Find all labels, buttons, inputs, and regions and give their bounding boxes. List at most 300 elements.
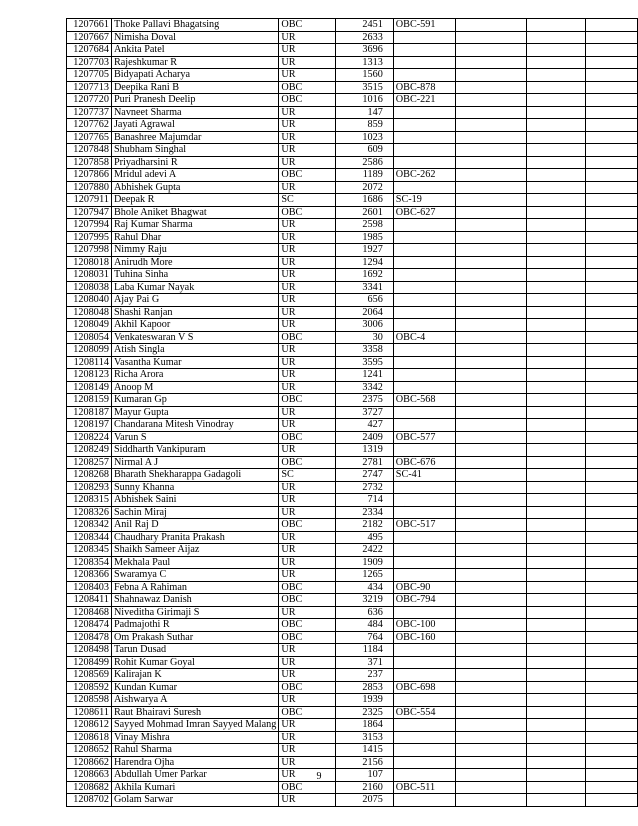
category-rank-cell: [393, 294, 455, 307]
category-cell: UR: [279, 256, 336, 269]
roll-number-cell: 1208099: [67, 344, 112, 357]
empty-cell: [455, 306, 526, 319]
category-cell: UR: [279, 769, 336, 782]
category-rank-cell: [393, 119, 455, 132]
roll-number-cell: 1207713: [67, 81, 112, 94]
candidate-name-cell: Shashi Ranjan: [111, 306, 278, 319]
category-cell: UR: [279, 669, 336, 682]
category-rank-cell: [393, 606, 455, 619]
table-row: [67, 169, 638, 182]
empty-cell: [455, 444, 526, 457]
empty-cell: [526, 694, 585, 707]
candidate-name-cell: Ajay Pai G: [111, 294, 278, 307]
table-row: [67, 194, 638, 207]
empty-cell: [455, 744, 526, 757]
table-row: [67, 794, 638, 807]
empty-cell: [526, 544, 585, 557]
empty-cell: [455, 106, 526, 119]
category-rank-cell: [393, 256, 455, 269]
category-rank-cell: [393, 69, 455, 82]
empty-cell: [526, 31, 585, 44]
empty-cell: [455, 456, 526, 469]
empty-cell: [455, 181, 526, 194]
roll-number-cell: 1207998: [67, 244, 112, 257]
category-cell: UR: [279, 569, 336, 582]
empty-cell: [526, 556, 585, 569]
table-row: [67, 306, 638, 319]
category-cell: OBC: [279, 94, 336, 107]
rank-cell: 1985: [336, 231, 394, 244]
table-row: [67, 144, 638, 157]
empty-cell: [586, 794, 638, 807]
empty-cell: [526, 444, 585, 457]
roll-number-cell: 1208611: [67, 706, 112, 719]
category-cell: UR: [279, 369, 336, 382]
roll-number-cell: 1208499: [67, 656, 112, 669]
empty-cell: [586, 744, 638, 757]
category-cell: UR: [279, 406, 336, 419]
rank-cell: 1313: [336, 56, 394, 69]
empty-cell: [526, 106, 585, 119]
rank-cell: 2781: [336, 456, 394, 469]
candidate-name-cell: Akhila Kumari: [111, 781, 278, 794]
empty-cell: [455, 594, 526, 607]
empty-cell: [455, 69, 526, 82]
empty-cell: [455, 256, 526, 269]
roll-number-cell: 1207762: [67, 119, 112, 132]
category-rank-cell: [393, 106, 455, 119]
roll-number-cell: 1208403: [67, 581, 112, 594]
empty-cell: [586, 169, 638, 182]
rank-cell: 1319: [336, 444, 394, 457]
rank-cell: 147: [336, 106, 394, 119]
roll-number-cell: 1207765: [67, 131, 112, 144]
empty-cell: [526, 456, 585, 469]
rank-cell: 3219: [336, 594, 394, 607]
category-rank-cell: OBC-90: [393, 581, 455, 594]
category-cell: OBC: [279, 394, 336, 407]
category-rank-cell: OBC-698: [393, 681, 455, 694]
empty-cell: [455, 644, 526, 657]
category-rank-cell: OBC-554: [393, 706, 455, 719]
candidate-name-cell: Abdullah Umer Parkar: [111, 769, 278, 782]
candidate-name-cell: Chandarana Mitesh Vinodray: [111, 419, 278, 432]
empty-cell: [526, 144, 585, 157]
empty-cell: [526, 656, 585, 669]
roll-number-cell: 1207667: [67, 31, 112, 44]
empty-cell: [586, 356, 638, 369]
empty-cell: [586, 231, 638, 244]
roll-number-cell: 1208159: [67, 394, 112, 407]
category-cell: UR: [279, 244, 336, 257]
category-cell: UR: [279, 656, 336, 669]
category-rank-cell: [393, 644, 455, 657]
empty-cell: [455, 794, 526, 807]
category-rank-cell: [393, 669, 455, 682]
empty-cell: [455, 544, 526, 557]
empty-cell: [526, 369, 585, 382]
table-row: [67, 94, 638, 107]
candidate-name-cell: Abhishek Saini: [111, 494, 278, 507]
empty-cell: [586, 569, 638, 582]
table-row: [67, 581, 638, 594]
category-rank-cell: SC-41: [393, 469, 455, 482]
rank-cell: 30: [336, 331, 394, 344]
candidate-name-cell: Sunny Khanna: [111, 481, 278, 494]
empty-cell: [526, 569, 585, 582]
empty-cell: [455, 19, 526, 32]
rank-cell: 1265: [336, 569, 394, 582]
rank-cell: 3342: [336, 381, 394, 394]
empty-cell: [586, 506, 638, 519]
table-row: [67, 381, 638, 394]
candidate-name-cell: Priyadharsini R: [111, 156, 278, 169]
empty-cell: [586, 94, 638, 107]
candidate-name-cell: Tarun Dusad: [111, 644, 278, 657]
roll-number-cell: 1208268: [67, 469, 112, 482]
table-row: [67, 219, 638, 232]
roll-number-cell: 1208197: [67, 419, 112, 432]
empty-cell: [455, 206, 526, 219]
category-cell: UR: [279, 106, 336, 119]
roll-number-cell: 1208326: [67, 506, 112, 519]
candidate-name-cell: Shaikh Sameer Aijaz: [111, 544, 278, 557]
empty-cell: [455, 244, 526, 257]
rank-cell: 2853: [336, 681, 394, 694]
candidate-name-cell: Kumaran Gp: [111, 394, 278, 407]
candidate-name-cell: Anil Raj D: [111, 519, 278, 532]
candidate-name-cell: Deepak R: [111, 194, 278, 207]
empty-cell: [526, 781, 585, 794]
rank-cell: 2601: [336, 206, 394, 219]
empty-cell: [586, 756, 638, 769]
category-cell: OBC: [279, 456, 336, 469]
roll-number-cell: 1208366: [67, 569, 112, 582]
table-row: [67, 406, 638, 419]
category-cell: UR: [279, 319, 336, 332]
empty-cell: [586, 656, 638, 669]
category-cell: UR: [279, 719, 336, 732]
category-cell: OBC: [279, 519, 336, 532]
empty-cell: [586, 681, 638, 694]
category-rank-cell: [393, 44, 455, 57]
empty-cell: [455, 719, 526, 732]
empty-cell: [455, 269, 526, 282]
candidate-name-cell: Jayati Agrawal: [111, 119, 278, 132]
category-rank-cell: [393, 131, 455, 144]
category-rank-cell: [393, 344, 455, 357]
category-cell: UR: [279, 794, 336, 807]
table-row: [67, 469, 638, 482]
rank-cell: 764: [336, 631, 394, 644]
candidate-name-cell: Venkateswaran V S: [111, 331, 278, 344]
category-cell: OBC: [279, 206, 336, 219]
category-rank-cell: [393, 381, 455, 394]
empty-cell: [586, 156, 638, 169]
empty-cell: [586, 206, 638, 219]
empty-cell: [455, 231, 526, 244]
rank-cell: 3696: [336, 44, 394, 57]
table-row: [67, 681, 638, 694]
empty-cell: [455, 619, 526, 632]
category-rank-cell: [393, 531, 455, 544]
category-cell: OBC: [279, 169, 336, 182]
candidate-name-cell: Akhil Kapoor: [111, 319, 278, 332]
empty-cell: [526, 494, 585, 507]
category-cell: UR: [279, 744, 336, 757]
empty-cell: [526, 206, 585, 219]
category-cell: UR: [279, 731, 336, 744]
category-cell: UR: [279, 444, 336, 457]
empty-cell: [586, 644, 638, 657]
rank-cell: 1560: [336, 69, 394, 82]
rank-cell: 2072: [336, 181, 394, 194]
candidate-name-cell: Om Prakash Suthar: [111, 631, 278, 644]
category-rank-cell: [393, 56, 455, 69]
table-row: [67, 269, 638, 282]
empty-cell: [455, 556, 526, 569]
empty-cell: [526, 169, 585, 182]
table-row: [67, 569, 638, 582]
empty-cell: [455, 219, 526, 232]
candidate-name-cell: Bidyapati Acharya: [111, 69, 278, 82]
table-row: [67, 19, 638, 32]
roll-number-cell: 1208662: [67, 756, 112, 769]
category-cell: OBC: [279, 431, 336, 444]
roll-number-cell: 1208618: [67, 731, 112, 744]
candidate-name-cell: Niveditha Girimaji S: [111, 606, 278, 619]
category-rank-cell: OBC-517: [393, 519, 455, 532]
rank-cell: 107: [336, 769, 394, 782]
empty-cell: [526, 794, 585, 807]
empty-cell: [586, 81, 638, 94]
category-rank-cell: [393, 794, 455, 807]
empty-cell: [455, 131, 526, 144]
table-row: [67, 319, 638, 332]
candidate-name-cell: Banashree Majumdar: [111, 131, 278, 144]
empty-cell: [455, 519, 526, 532]
category-rank-cell: [393, 744, 455, 757]
category-cell: UR: [279, 69, 336, 82]
empty-cell: [586, 494, 638, 507]
empty-cell: [586, 469, 638, 482]
empty-cell: [526, 706, 585, 719]
empty-cell: [455, 369, 526, 382]
table-row: [67, 631, 638, 644]
roll-number-cell: 1207703: [67, 56, 112, 69]
rank-cell: 1016: [336, 94, 394, 107]
candidate-name-cell: Rohit Kumar Goyal: [111, 656, 278, 669]
roll-number-cell: 1208018: [67, 256, 112, 269]
rank-cell: 3515: [336, 81, 394, 94]
candidate-name-cell: Raut Bhairavi Suresh: [111, 706, 278, 719]
table-row: [67, 694, 638, 707]
rank-cell: 2451: [336, 19, 394, 32]
empty-cell: [586, 694, 638, 707]
category-cell: OBC: [279, 594, 336, 607]
category-cell: UR: [279, 481, 336, 494]
table-row: [67, 256, 638, 269]
empty-cell: [526, 506, 585, 519]
category-cell: SC: [279, 469, 336, 482]
category-rank-cell: OBC-221: [393, 94, 455, 107]
candidate-name-cell: Ankita Patel: [111, 44, 278, 57]
rank-cell: 636: [336, 606, 394, 619]
roll-number-cell: 1208682: [67, 781, 112, 794]
empty-cell: [586, 281, 638, 294]
roll-number-cell: 1207994: [67, 219, 112, 232]
rank-cell: 2598: [336, 219, 394, 232]
table-row: [67, 494, 638, 507]
table-row: [67, 444, 638, 457]
empty-cell: [586, 194, 638, 207]
roll-number-cell: 1207858: [67, 156, 112, 169]
category-rank-cell: [393, 481, 455, 494]
empty-cell: [526, 231, 585, 244]
rank-cell: 1939: [336, 694, 394, 707]
empty-cell: [526, 756, 585, 769]
category-rank-cell: OBC-160: [393, 631, 455, 644]
roll-number-cell: 1208592: [67, 681, 112, 694]
category-rank-cell: [393, 369, 455, 382]
category-rank-cell: OBC-100: [393, 619, 455, 632]
rank-cell: 3595: [336, 356, 394, 369]
empty-cell: [586, 19, 638, 32]
empty-cell: [586, 31, 638, 44]
candidate-name-cell: Nimmy Raju: [111, 244, 278, 257]
candidate-name-cell: Nimisha Doval: [111, 31, 278, 44]
candidate-name-cell: Thoke Pallavi Bhagatsing: [111, 19, 278, 32]
candidate-name-cell: Aishwarya A: [111, 694, 278, 707]
empty-cell: [526, 631, 585, 644]
candidate-name-cell: Rahul Sharma: [111, 744, 278, 757]
empty-cell: [455, 344, 526, 357]
category-rank-cell: OBC-878: [393, 81, 455, 94]
empty-cell: [526, 131, 585, 144]
empty-cell: [526, 281, 585, 294]
empty-cell: [455, 319, 526, 332]
empty-cell: [586, 481, 638, 494]
table-row: [67, 44, 638, 57]
roll-number-cell: 1208224: [67, 431, 112, 444]
rank-cell: 2409: [336, 431, 394, 444]
empty-cell: [586, 544, 638, 557]
candidate-name-cell: Varun S: [111, 431, 278, 444]
category-cell: UR: [279, 131, 336, 144]
category-rank-cell: [393, 656, 455, 669]
roll-number-cell: 1208468: [67, 606, 112, 619]
rank-cell: 2075: [336, 794, 394, 807]
empty-cell: [455, 281, 526, 294]
empty-cell: [586, 394, 638, 407]
empty-cell: [455, 31, 526, 44]
roll-number-cell: 1208344: [67, 531, 112, 544]
empty-cell: [526, 306, 585, 319]
empty-cell: [526, 119, 585, 132]
empty-cell: [586, 581, 638, 594]
candidate-name-cell: Puri Pranesh Deelip: [111, 94, 278, 107]
table-row: [67, 231, 638, 244]
results-table: [66, 18, 638, 807]
category-rank-cell: OBC-262: [393, 169, 455, 182]
rank-cell: 859: [336, 119, 394, 132]
roll-number-cell: 1207866: [67, 169, 112, 182]
category-cell: SC: [279, 194, 336, 207]
empty-cell: [455, 631, 526, 644]
empty-cell: [586, 419, 638, 432]
candidate-name-cell: Swaramya C: [111, 569, 278, 582]
rank-cell: 1909: [336, 556, 394, 569]
table-row: [67, 31, 638, 44]
empty-cell: [455, 156, 526, 169]
empty-cell: [526, 581, 585, 594]
empty-cell: [526, 319, 585, 332]
category-cell: UR: [279, 231, 336, 244]
category-cell: UR: [279, 419, 336, 432]
empty-cell: [586, 44, 638, 57]
table-row: [67, 656, 638, 669]
category-cell: UR: [279, 56, 336, 69]
empty-cell: [455, 731, 526, 744]
category-cell: OBC: [279, 331, 336, 344]
empty-cell: [526, 219, 585, 232]
empty-cell: [455, 419, 526, 432]
rank-cell: 2334: [336, 506, 394, 519]
category-cell: UR: [279, 294, 336, 307]
category-rank-cell: [393, 156, 455, 169]
empty-cell: [455, 119, 526, 132]
candidate-name-cell: Atish Singla: [111, 344, 278, 357]
candidate-name-cell: Deepika Rani B: [111, 81, 278, 94]
candidate-name-cell: Raj Kumar Sharma: [111, 219, 278, 232]
table-row: [67, 756, 638, 769]
rank-cell: 1184: [336, 644, 394, 657]
category-rank-cell: [393, 544, 455, 557]
empty-cell: [526, 744, 585, 757]
candidate-name-cell: Sayyed Mohmad Imran Sayyed Malang: [111, 719, 278, 732]
candidate-name-cell: Chaudhary Pranita Prakash: [111, 531, 278, 544]
category-cell: UR: [279, 269, 336, 282]
empty-cell: [586, 631, 638, 644]
rank-cell: 2732: [336, 481, 394, 494]
candidate-name-cell: Nirmal A J: [111, 456, 278, 469]
empty-cell: [586, 531, 638, 544]
empty-cell: [455, 694, 526, 707]
empty-cell: [526, 406, 585, 419]
empty-cell: [455, 81, 526, 94]
empty-cell: [455, 331, 526, 344]
table-row: [67, 69, 638, 82]
table-row: [67, 344, 638, 357]
rank-cell: 3727: [336, 406, 394, 419]
category-cell: UR: [279, 544, 336, 557]
empty-cell: [586, 56, 638, 69]
roll-number-cell: 1207947: [67, 206, 112, 219]
category-cell: OBC: [279, 19, 336, 32]
empty-cell: [526, 381, 585, 394]
empty-cell: [455, 169, 526, 182]
category-rank-cell: [393, 306, 455, 319]
empty-cell: [526, 81, 585, 94]
table-row: [67, 181, 638, 194]
category-rank-cell: [393, 719, 455, 732]
roll-number-cell: 1208702: [67, 794, 112, 807]
candidate-name-cell: Bhole Aniket Bhagwat: [111, 206, 278, 219]
rank-cell: 1023: [336, 131, 394, 144]
empty-cell: [586, 244, 638, 257]
roll-number-cell: 1207995: [67, 231, 112, 244]
category-cell: UR: [279, 31, 336, 44]
